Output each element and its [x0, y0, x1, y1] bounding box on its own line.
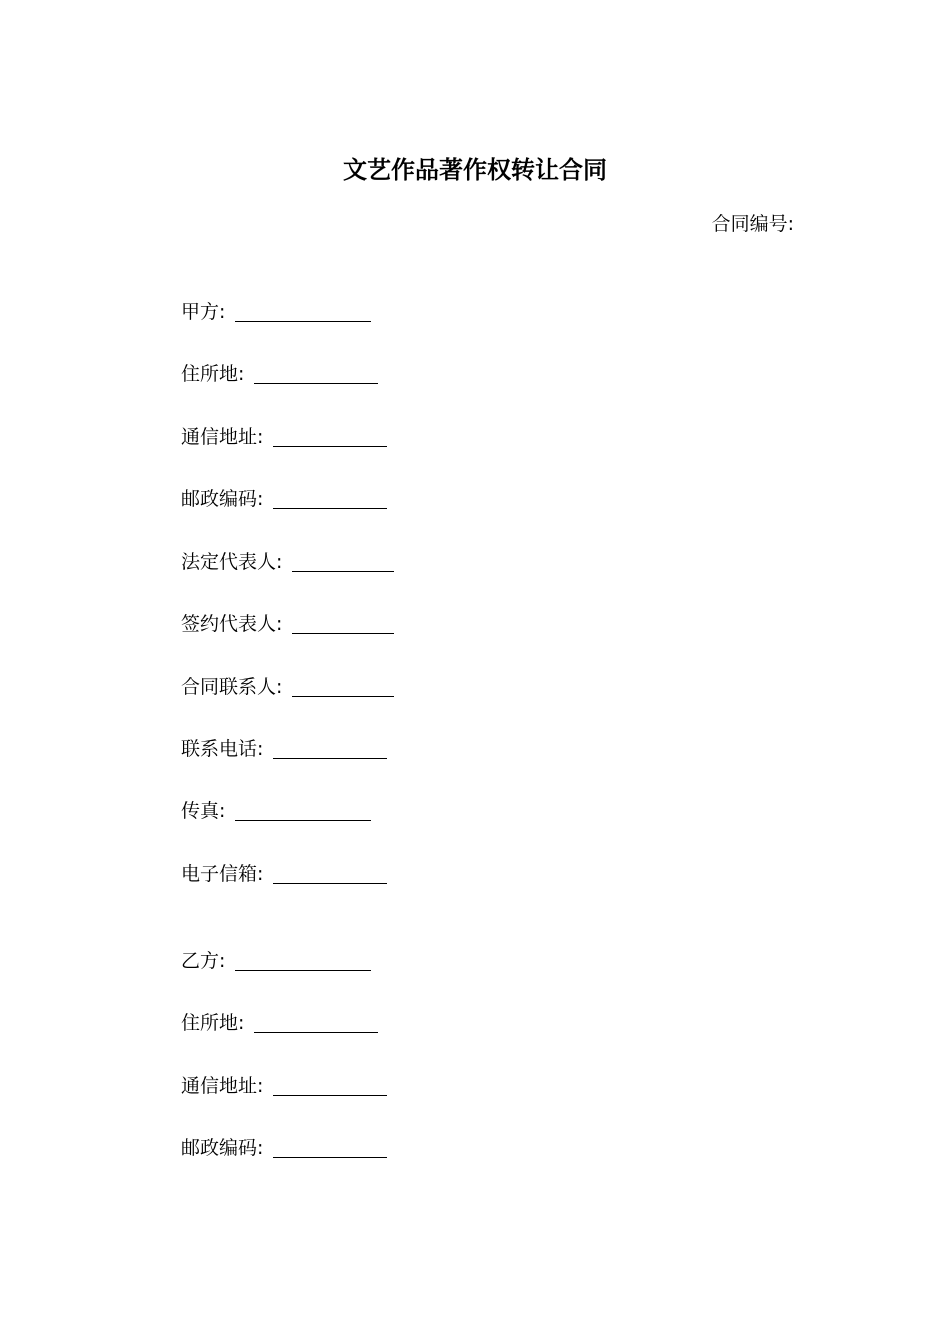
- fill-in-blank[interactable]: [273, 1135, 387, 1158]
- field-label: 住所地:: [181, 363, 245, 385]
- field-label: 甲方:: [181, 301, 226, 323]
- field-label: 法定代表人:: [181, 551, 283, 573]
- field-label: 联系电话:: [181, 738, 264, 760]
- fill-in-blank[interactable]: [292, 549, 394, 572]
- party-a-phone-field: [181, 733, 387, 763]
- contract-number-label: 合同编号:: [711, 213, 794, 235]
- fill-in-blank[interactable]: [273, 736, 387, 759]
- field-label: 传真:: [181, 800, 226, 822]
- fill-in-blank[interactable]: [273, 861, 387, 884]
- party-a-contact-field: [181, 671, 394, 701]
- party-b-name-field: [181, 945, 371, 975]
- field-label: 邮政编码:: [181, 488, 264, 510]
- fill-in-blank[interactable]: [273, 424, 387, 447]
- field-label: 电子信箱:: [181, 863, 264, 885]
- field-label: 邮政编码:: [181, 1137, 264, 1159]
- fill-in-blank[interactable]: [292, 611, 394, 634]
- party-a-email-field: [181, 858, 387, 888]
- fill-in-blank[interactable]: [254, 361, 378, 384]
- fill-in-blank[interactable]: [292, 674, 394, 697]
- field-label: 乙方:: [181, 950, 226, 972]
- fill-in-blank[interactable]: [235, 948, 371, 971]
- party-a-legal-rep-field: [181, 546, 394, 576]
- party-a-fax-field: [181, 795, 371, 825]
- party-b-domicile-field: [181, 1007, 378, 1037]
- fill-in-blank[interactable]: [254, 1010, 378, 1033]
- party-a-signing-rep-field: [181, 608, 394, 638]
- party-a-address-field: [181, 421, 387, 451]
- field-label: 住所地:: [181, 1012, 245, 1034]
- field-label: 通信地址:: [181, 1075, 264, 1097]
- fill-in-blank[interactable]: [235, 798, 371, 821]
- field-label: 签约代表人:: [181, 613, 283, 635]
- fill-in-blank[interactable]: [273, 1073, 387, 1096]
- party-a-postcode-field: [181, 483, 387, 513]
- fill-in-blank[interactable]: [273, 486, 387, 509]
- field-label: 合同联系人:: [181, 676, 283, 698]
- party-b-postcode-field: [181, 1132, 387, 1162]
- party-a-name-field: [181, 296, 371, 326]
- party-a-domicile-field: [181, 358, 378, 388]
- party-b-address-field: [181, 1070, 387, 1100]
- field-label: 通信地址:: [181, 426, 264, 448]
- document-title: 文艺作品著作权转让合同: [343, 156, 607, 184]
- fill-in-blank[interactable]: [235, 299, 371, 322]
